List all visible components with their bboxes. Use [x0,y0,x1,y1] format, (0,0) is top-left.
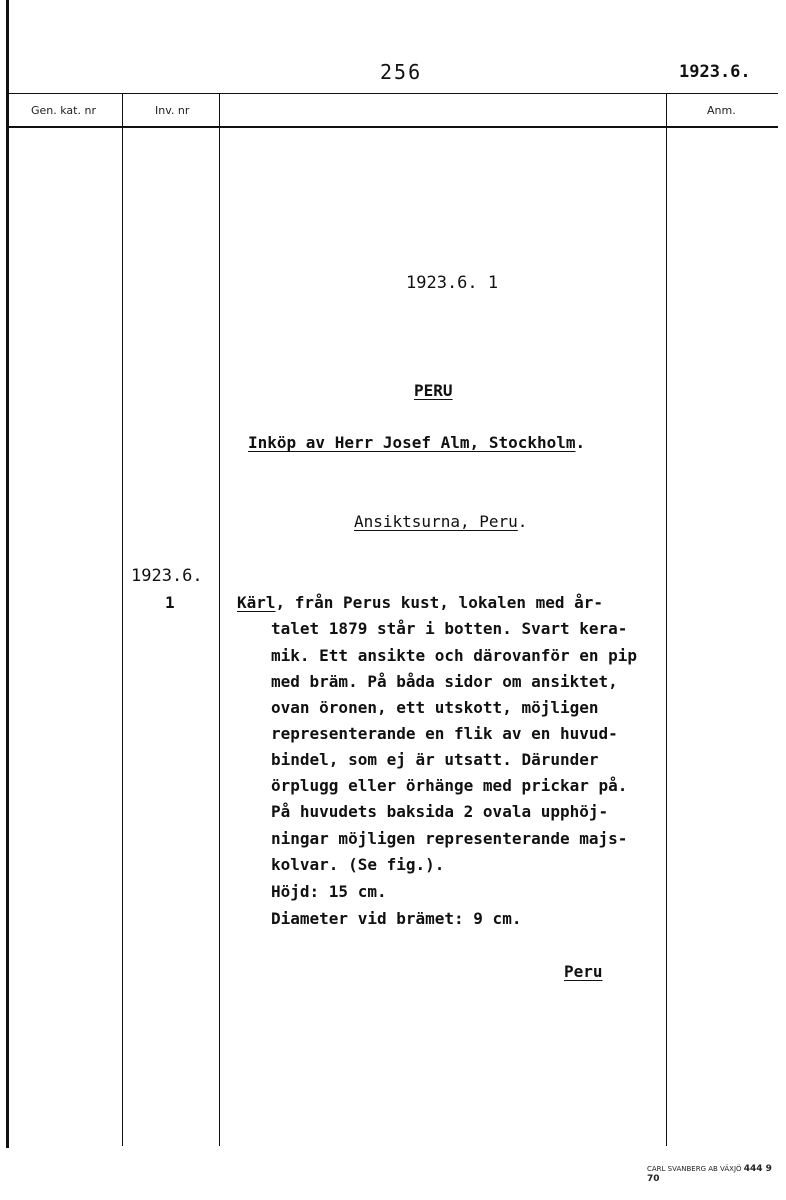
description-line-6: representerande en flik av en huvud- [271,724,618,743]
height-measurement: Höjd: 15 cm. [271,882,387,901]
description-line-4: med bräm. På båda sidor om ansiktet, [271,672,618,691]
form-code: 444 9 70 [647,1164,772,1184]
catalog-id: 1923.6. 1 [406,273,499,293]
description-rest: , från Perus kust, lokalen med år- [275,593,604,612]
column-divider-1 [122,94,123,1146]
description-line-11: kolvar. (Se fig.). [271,855,445,874]
column-header-gen-kat: Gen. kat. nr [31,104,96,117]
category-text: Ansiktsurna, Peru [354,512,518,531]
category-period: . [517,512,528,531]
description-line-8: örplugg eller örhänge med prickar på. [271,776,628,795]
acquisition-text: Inköp av Herr Josef Alm, Stockholm [248,433,576,452]
description-line-3: mik. Ett ansikte och därovanför en pip [271,646,638,665]
acquisition-line [248,433,585,452]
country-heading: PERU [414,381,453,400]
inv-number-line1: 1923.6. [131,566,203,586]
description-line-7: bindel, som ej är utsatt. Därunder [271,750,599,769]
column-header-anm: Anm. [707,104,736,117]
description-first-word: Kärl [237,593,276,612]
series-number: 1923.6. [679,62,751,82]
printer-name: CARL SVANBERG AB VÄXJÖ [647,1165,742,1173]
inv-number-line2: 1 [165,593,175,612]
acquisition-period: . [575,433,586,452]
column-header-inv: Inv. nr [155,104,190,117]
category-line [354,512,527,531]
printer-imprint [647,1164,786,1184]
column-divider-2 [219,94,220,1146]
column-divider-3 [666,94,667,1146]
page-number: 256 [380,60,423,84]
description-line-9: På huvudets baksida 2 ovala upphöj- [271,802,609,821]
diameter-measurement: Diameter vid brämet: 9 cm. [271,909,522,928]
description-line-2: talet 1879 står i botten. Svart kera- [271,619,628,638]
left-border [6,0,9,1148]
signature-peru: Peru [564,962,603,981]
description-line-1 [237,593,603,612]
description-line-5: ovan öronen, ett utskott, möjligen [271,698,599,717]
description-line-10: ningar möjligen representerande majs- [271,829,628,848]
